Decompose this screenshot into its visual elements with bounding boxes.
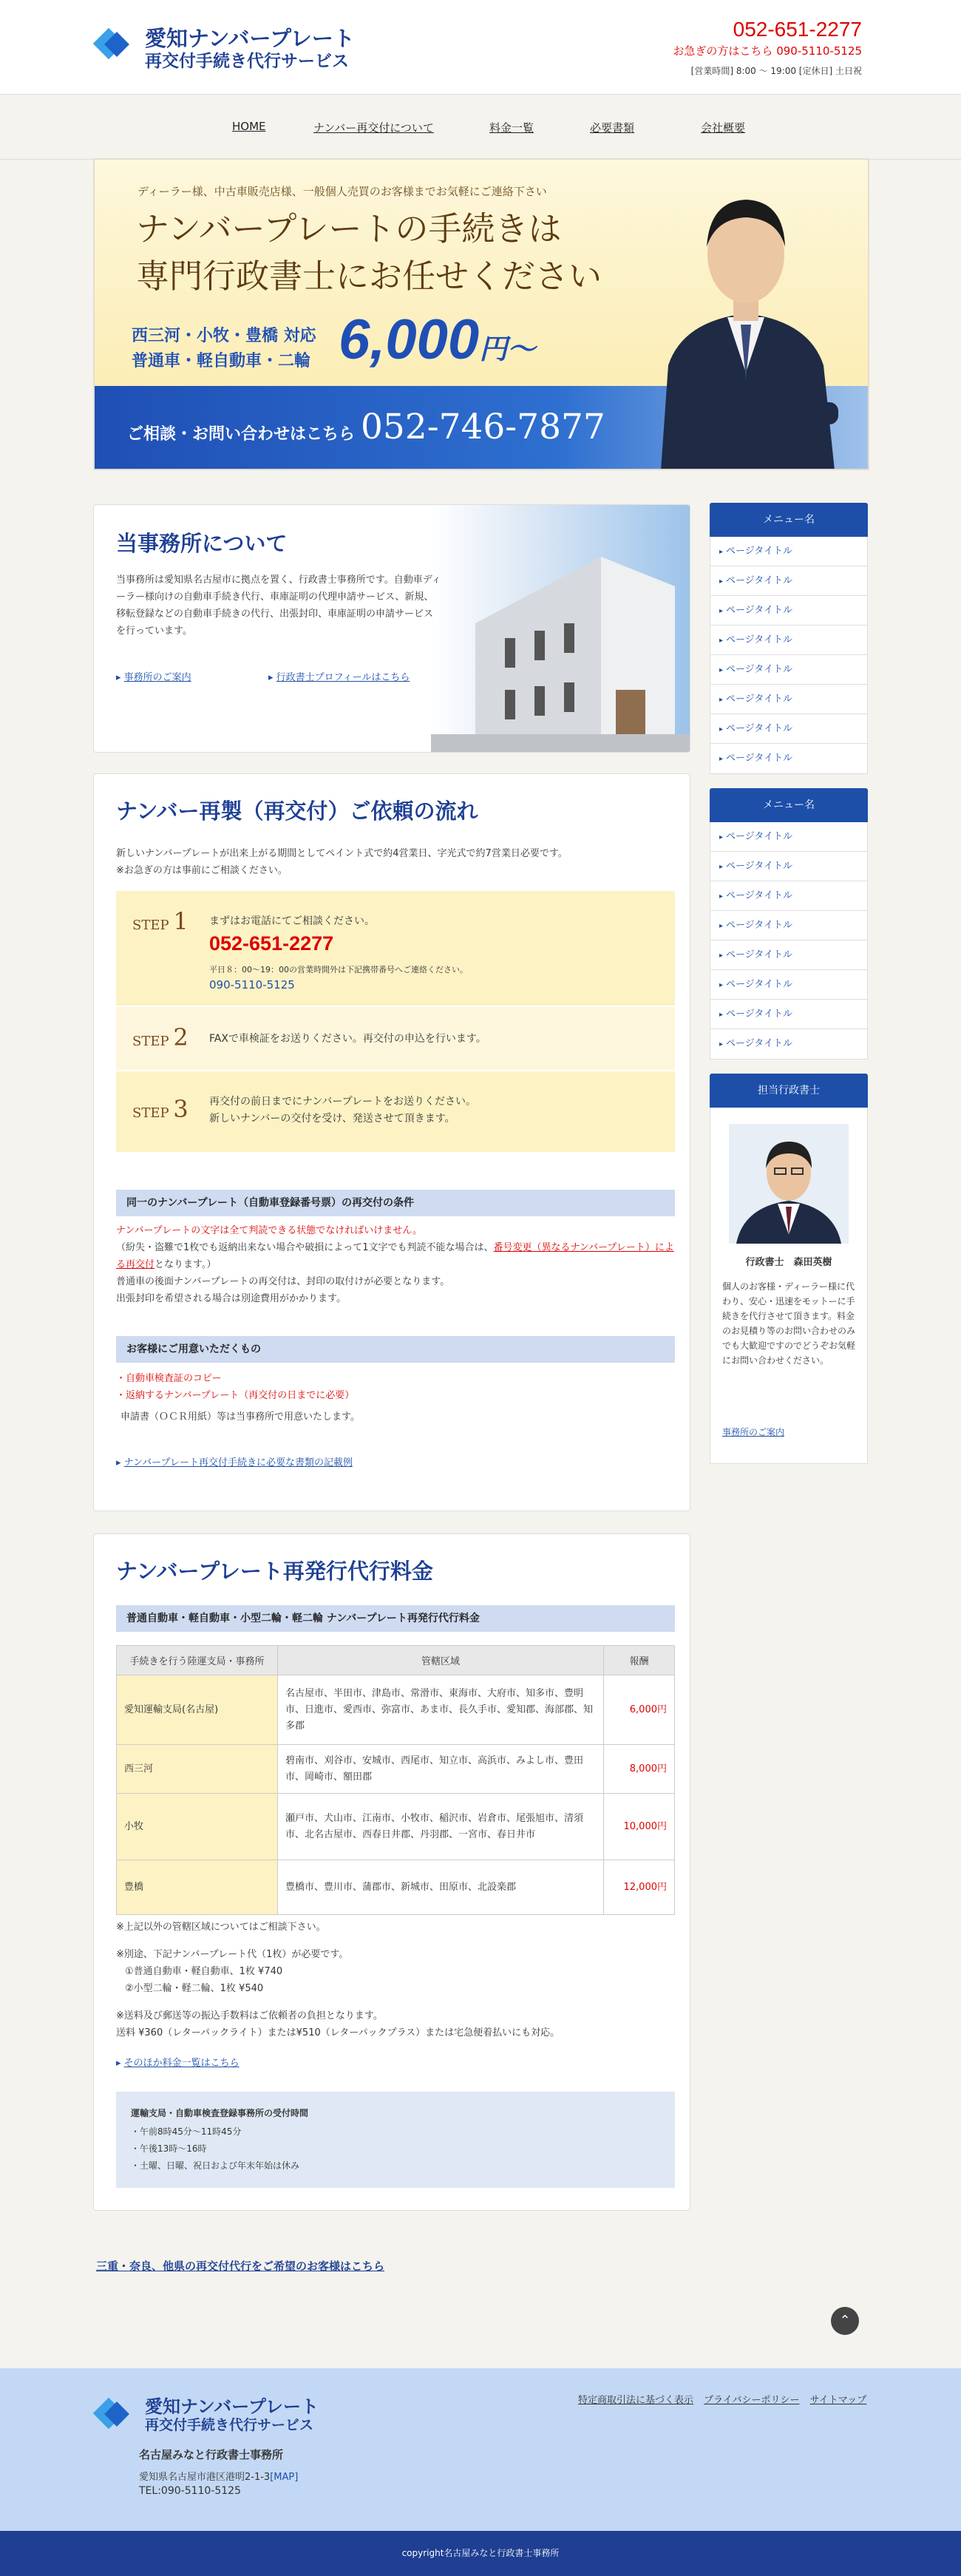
step-label-text: STEP (132, 1034, 169, 1049)
office-hours-item: ・午後13時〜16時 (131, 2143, 207, 2154)
sidebar-item-label: ページタイトル (726, 634, 792, 645)
sidebar-item[interactable] (710, 881, 867, 911)
about-link-office-label: 事務所のご案内 (123, 672, 191, 683)
table-cell-area: 瀬戸市、犬山市、江南市、小牧市、稲沢市、岩倉市、尾張旭市、清須市、北名古屋市、西春日井郡、丹羽郡、一宮市、春日井市 (278, 1794, 604, 1860)
office-hours-item: ・午前8時45分〜11時45分 (131, 2126, 242, 2137)
hero-title (136, 206, 602, 300)
arrow-icon: ▸ (719, 725, 724, 733)
arrow-icon: ▸ (116, 2058, 121, 2069)
sidebar-item-label: ページタイトル (726, 949, 792, 960)
hero-tel: 052-746-7877 (361, 407, 605, 447)
arrow-icon: ▸ (268, 672, 274, 683)
condition-line2: 普通車の後面ナンバープレートの再交付は、封印の取付けが必要となります。 (116, 1276, 450, 1287)
sidebar-item-label: ページタイトル (726, 1009, 792, 1020)
arrow-icon: ▸ (719, 577, 724, 586)
sidebar-item[interactable] (710, 744, 867, 773)
about-link-profile[interactable] (268, 669, 410, 683)
footer-link-legal[interactable]: 特定商取引法に基づく表示 (578, 2395, 694, 2406)
about-link-office[interactable] (116, 669, 191, 683)
arrow-icon: ▸ (719, 696, 724, 704)
fees-note-3: ①普通自動車・軽自動車、1枚 ¥740 (125, 1966, 283, 1977)
logo-mark-icon (96, 25, 135, 64)
header-mobile[interactable]: お急ぎの方はこちら 090-5110-5125 (673, 44, 862, 58)
hero-price-value: 6,000 (339, 308, 480, 371)
sidebar-item[interactable] (710, 970, 867, 1000)
footer-map-link[interactable]: [MAP] (270, 2472, 299, 2483)
document-example-link-label: ナンバープレート再交付手続きに必要な書類の記載例 (123, 1457, 353, 1468)
condition-line1 (116, 1239, 675, 1273)
nav-home[interactable]: HOME (232, 120, 266, 133)
condition-number-change-link[interactable]: 番号変更（異なるナンバープレート）による再交付 (116, 1242, 674, 1270)
hero-subtitle: ディーラー様、中古車販売店様、一般個人売買のお客様までお気軽にご連絡下さい (137, 185, 547, 198)
flow-intro-line1: 新しいナンバープレートが出来上がる期間としてペイント式で約4営業日、字光式で約7営業日必要です。 (116, 848, 568, 859)
office-hours-title: 運輸支局・自動車検査登録事務所の受付時間 (131, 2108, 309, 2118)
arrow-icon: ▸ (719, 892, 724, 901)
header-tel[interactable]: 052-651-2277 (733, 18, 862, 41)
staff-photo (729, 1124, 849, 1244)
hero-price-unit: 円〜 (479, 334, 536, 365)
flow-section (93, 773, 690, 1511)
arrow-icon: ▸ (719, 755, 724, 763)
staff-name: 行政書士 森田英樹 (745, 1257, 832, 1268)
arrow-icon: ▸ (719, 952, 724, 960)
table-cell-fee: 10,000円 (604, 1794, 675, 1860)
step-number: 3 (173, 1095, 189, 1123)
sidebar-item[interactable] (710, 537, 867, 566)
step-tel[interactable]: 052-651-2277 (209, 932, 334, 955)
step-text-line1: 再交付の前日までにナンバープレートをお送りください。 (209, 1096, 477, 1108)
about-title: 当事務所について (116, 531, 288, 556)
document-example-link[interactable] (116, 1454, 353, 1468)
hero-title-line1: ナンバープレートの手続きは (136, 209, 562, 248)
fees-section (93, 1533, 690, 2211)
prepare-body (116, 1370, 675, 1426)
prepare-item-1: ・自動車検査証のコピー (116, 1373, 222, 1384)
fees-heading: 普通自動車・軽自動車・小型二輪・軽二輪 ナンバープレート再発行代行料金 (116, 1605, 675, 1632)
footer-address-text: 愛知県名古屋市港区港明2-1-3 (139, 2472, 271, 2483)
staff-link[interactable]: 事務所のご案内 (722, 1427, 785, 1437)
sidebar-item[interactable] (710, 852, 867, 881)
staff-title: 担当行政書士 (710, 1074, 868, 1108)
table-cell-office: 愛知運輸支局(名古屋) (117, 1675, 278, 1745)
arrow-icon: ▸ (719, 548, 724, 556)
table-cell-fee: 6,000円 (604, 1675, 675, 1745)
condition-body (116, 1222, 675, 1307)
arrow-icon: ▸ (719, 607, 724, 615)
condition-line1-end: となります。） (154, 1259, 217, 1270)
sidebar-item-label: ページタイトル (726, 920, 792, 931)
step-text: まずはお電話にてご相談ください。 (209, 915, 375, 927)
step-label (132, 1023, 189, 1051)
fees-note-4: ②小型二輪・軽二輪、1枚 ¥540 (125, 1983, 264, 1994)
step-2 (116, 1007, 675, 1071)
arrow-icon: ▸ (719, 922, 724, 930)
table-row (117, 1745, 675, 1794)
step-mobile[interactable]: 090-5110-5125 (209, 978, 295, 992)
sidebar-item[interactable] (710, 822, 867, 852)
about-link-profile-label: 行政書士プロフィールはこちら (276, 672, 410, 683)
step-note: 平日８：00〜19：00の営業時間外は下記携帯番号へご連絡ください。 (209, 965, 468, 975)
table-cell-office: 西三河 (117, 1745, 278, 1794)
prepare-item-2: ・返納するナンバープレート（再交付の日までに必要） (116, 1390, 355, 1401)
step-label (132, 907, 189, 935)
page-top-icon[interactable]: ⌃ (831, 2307, 859, 2335)
table-header: 管轄区域 (278, 1646, 604, 1675)
hero-price (339, 308, 535, 372)
arrow-icon: ▸ (719, 833, 724, 841)
other-prefecture-link[interactable]: 三重・奈良、他県の再交付代行をご希望のお客様はこちら (96, 2260, 385, 2273)
table-header-row (117, 1646, 675, 1675)
arrow-icon: ▸ (719, 863, 724, 871)
sidebar-item-label: ページタイトル (726, 979, 792, 990)
footer-tel[interactable]: TEL:090-5110-5125 (139, 2485, 241, 2497)
staff-body: 個人のお客様・ディーラー様に代わり、安心・迅速をモットーに手続きを代行させて頂きます。料金のお見積り等のお問い合わせのみでも大歓迎ですのでどうぞお気軽にお問い合わせください。 (722, 1281, 856, 1366)
fees-table (116, 1645, 675, 1915)
logo-line2: 再交付手続き代行サービス (145, 52, 349, 71)
sidebar-item[interactable] (710, 911, 867, 940)
arrow-icon: ▸ (719, 666, 724, 674)
office-hours-box (116, 2092, 675, 2188)
logo-mark-icon (96, 2395, 135, 2433)
nav-fees[interactable]: 料金一覧 (489, 121, 534, 135)
sidebar-item-label: ページタイトル (726, 1038, 792, 1049)
office-building-photo (431, 505, 690, 753)
footer-address (139, 2469, 298, 2483)
sidebar-item-label: ページタイトル (726, 546, 792, 557)
table-header: 手続きを行う陸運支局・事務所 (117, 1646, 278, 1675)
hero-title-line2: 専門行政書士にお任せください (136, 257, 602, 296)
sidebar-item[interactable] (710, 940, 867, 970)
hero-area (132, 324, 316, 374)
sidebar-staff (710, 1074, 868, 1464)
sidebar-item[interactable] (710, 566, 867, 596)
table-cell-area: 碧南市、刈谷市、安城市、西尾市、知立市、高浜市、みよし市、豊田市、岡崎市、額田郡 (278, 1745, 604, 1794)
footer-logo-line1: 愛知ナンバープレート (145, 2396, 319, 2417)
sidebar-item[interactable] (710, 714, 867, 744)
hero-area-line2: 普通車・軽自動車・二輪 (132, 352, 311, 370)
other-fees-link-label: そのほか料金一覧はこちら (123, 2058, 240, 2069)
nav-company[interactable]: 会社概要 (701, 121, 746, 135)
step-text: FAXで車検証をお送りください。再交付の申込を行います。 (209, 1033, 486, 1045)
sidebar-menu-title: メニュー名 (710, 788, 868, 822)
fees-note-5: ※送料及び郵送等の振込手数料はご依頼者の負担となります。 (116, 2010, 383, 2021)
step-text (209, 1094, 476, 1128)
footer-logo[interactable] (96, 2392, 392, 2444)
footer-link-sitemap[interactable]: サイトマップ (809, 2395, 867, 2406)
condition-warning: ナンバープレートの文字は全て判読できる状態でなければいけません。 (116, 1225, 423, 1236)
other-fees-link[interactable] (116, 2055, 240, 2069)
condition-line1-text: （紛失・盗難で1枚でも返納出来ない場合や破損によって1文字でも判読不能な場合は、 (116, 1242, 494, 1253)
fees-note-1: ※上記以外の管轄区域についてはご相談下さい。 (116, 1922, 326, 1933)
fees-notes (116, 1919, 675, 2041)
step-label-text: STEP (132, 1105, 169, 1121)
sidebar-item-label: ページタイトル (726, 831, 792, 842)
table-cell-area: 名古屋市、半田市、津島市、常滑市、東海市、大府市、知多市、豊明市、日進市、愛西市、弥富市、あま市、長久手市、愛知郡、海部郡、知多郡 (278, 1675, 604, 1745)
prepare-note: 申請書（ＯＣＲ用紙）等は当事務所で用意いたします。 (120, 1411, 360, 1423)
sidebar-menu-2 (710, 788, 868, 1060)
arrow-icon: ▸ (719, 1040, 724, 1048)
step-text-line2: 新しいナンバーの交付を受け、発送させて頂きます。 (209, 1113, 455, 1125)
sidebar-item-label: ページタイトル (726, 723, 792, 734)
arrow-icon: ▸ (719, 637, 724, 645)
step-3 (116, 1071, 675, 1153)
sidebar-item[interactable] (710, 1029, 867, 1059)
step-label-text: STEP (132, 918, 169, 933)
sidebar-menu-1 (710, 503, 868, 774)
about-section (93, 504, 690, 753)
hero-cta: ご相談・お問い合わせはこちら (127, 425, 356, 444)
copyright: copyright名古屋みなと行政書士事務所 (0, 2531, 961, 2576)
sidebar-item[interactable] (710, 685, 867, 714)
site-logo[interactable] (96, 22, 392, 74)
prepare-heading: お客様にご用意いただくもの (116, 1336, 675, 1363)
step-label (132, 1095, 189, 1123)
sidebar-item[interactable] (710, 596, 867, 626)
table-cell-area: 豊橋市、豊川市、蒲郡市、新城市、田原市、北設楽郡 (278, 1860, 604, 1915)
table-cell-fee: 12,000円 (604, 1860, 675, 1915)
site-footer (0, 2368, 961, 2531)
fees-title: ナンバープレート再発行代行料金 (116, 1559, 433, 1584)
flow-title: ナンバー再製（再交付）ご依頼の流れ (116, 799, 478, 824)
step-number: 1 (173, 907, 189, 935)
nav-reissue[interactable]: ナンバー再交付について (313, 121, 434, 135)
sidebar-item-label: ページタイトル (726, 890, 792, 901)
table-cell-fee: 8,000円 (604, 1745, 675, 1794)
about-body: 当事務所は愛知県名古屋市に拠点を置く、行政書士事務所です。自動車ディーラー様向けの自動車手続き代行、車庫証明の代理申請サービス、新規、移転登録などの自動車手続きの代行、出張封印、車庫証明の申請サービスを行っています。 (116, 574, 441, 637)
logo-line1: 愛知ナンバープレート (145, 26, 355, 51)
table-cell-office: 小牧 (117, 1794, 278, 1860)
flow-intro-line2: ※お急ぎの方は事前にご相談ください。 (116, 865, 288, 876)
header-hours: [営業時間] 8:00 〜 19:00 [定休日] 土日祝 (690, 66, 862, 76)
sidebar-item[interactable] (710, 1000, 867, 1029)
footer-logo-line2: 再交付手続き代行サービス (145, 2417, 314, 2433)
sidebar-item-label: ページタイトル (726, 694, 792, 705)
office-hours-item: ・土曜、日曜、祝日および年末年始は休み (131, 2160, 300, 2171)
table-row (117, 1794, 675, 1860)
arrow-icon: ▸ (116, 1457, 121, 1468)
footer-links (578, 2392, 866, 2406)
sidebar-item-label: ページタイトル (726, 605, 792, 616)
condition-heading: 同一のナンバープレート（自動車登録番号票）の再交付の条件 (116, 1190, 675, 1216)
step-number: 2 (173, 1023, 189, 1051)
table-row (117, 1860, 675, 1915)
sidebar-item-label: ページタイトル (726, 861, 792, 872)
hero-area-line1: 西三河・小牧・豊橋 対応 (132, 327, 316, 345)
sidebar-menu-title: メニュー名 (710, 503, 868, 537)
fees-note-2: ※別途、下記ナンバープレート代（1枚）が必要です。 (116, 1949, 349, 1960)
sidebar-item[interactable] (710, 655, 867, 685)
table-header: 報酬 (604, 1646, 675, 1675)
table-cell-office: 豊橋 (117, 1860, 278, 1915)
flow-intro (116, 845, 675, 879)
sidebar-item-label: ページタイトル (726, 753, 792, 764)
footer-office: 名古屋みなと行政書士事務所 (139, 2448, 284, 2461)
sidebar-item-label: ページタイトル (726, 575, 792, 586)
office-hours-list (131, 2123, 660, 2175)
header-contact (673, 18, 862, 77)
hero-banner[interactable] (93, 158, 869, 470)
arrow-icon: ▸ (116, 672, 121, 683)
sidebar-item[interactable] (710, 626, 867, 655)
businessman-photo (653, 180, 838, 470)
condition-line3: 出張封印を希望される場合は別途費用がかかります。 (116, 1293, 346, 1304)
site-header (0, 0, 961, 95)
footer-link-privacy[interactable]: プライバシーポリシー (704, 2395, 800, 2406)
table-row (117, 1675, 675, 1745)
fees-note-6: 送料 ¥360（レターパックライト）または¥510（レターパックプラス）または宅急便着払いにも対応。 (116, 2027, 560, 2038)
arrow-icon: ▸ (719, 981, 724, 989)
step-1 (116, 891, 675, 1006)
nav-documents[interactable]: 必要書類 (590, 121, 635, 135)
arrow-icon: ▸ (719, 1011, 724, 1019)
global-nav (0, 95, 961, 160)
sidebar-item-label: ページタイトル (726, 664, 792, 675)
